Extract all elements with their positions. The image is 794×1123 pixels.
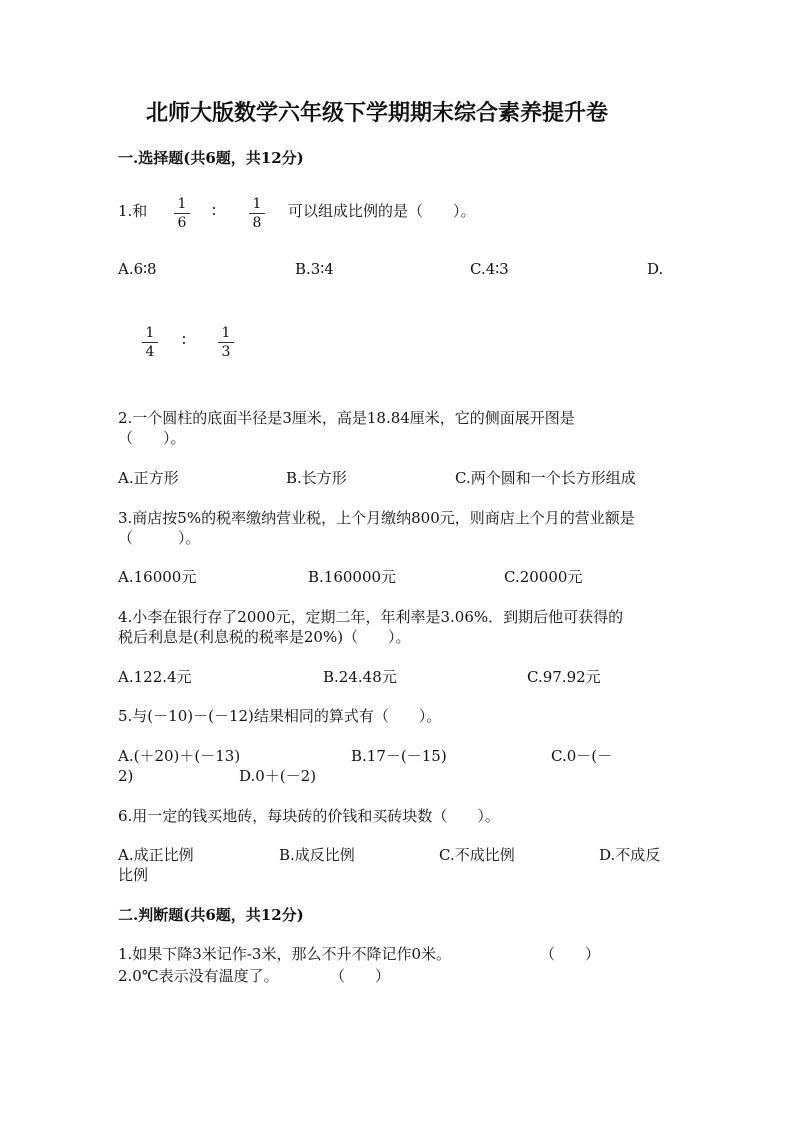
q1-option-c: C.4∶3 — [470, 260, 509, 278]
q1-option-d: D. — [647, 260, 664, 278]
j2-text: 2.0℃表示没有温度了。 — [118, 967, 279, 985]
q1-fraction-1-denominator: 6 — [177, 215, 187, 231]
q1-d-fraction-2-denominator: 3 — [221, 344, 231, 360]
q4-option-a: A.122.4元 — [118, 668, 192, 686]
q2-option-c: C.两个圆和一个长方形组成 — [455, 469, 636, 487]
fraction-bar — [249, 213, 265, 214]
q6-option-a: A.成正比例 — [118, 846, 194, 864]
q6-option-d-continued: 比例 — [118, 866, 149, 884]
q5-text: 5.与(－10)－(－12)结果相同的算式有（ ）。 — [118, 707, 442, 725]
q5-option-c: C.0－(－ — [551, 747, 613, 765]
q3-text-line1: 3.商店按5%的税率缴纳营业税，上个月缴纳800元，则商店上个月的营业额是 — [118, 509, 635, 527]
q6-option-d: D.不成反 — [599, 846, 661, 864]
q1-ratio-colon: ∶ — [212, 202, 216, 220]
q4-option-c: C.97.92元 — [527, 668, 601, 686]
section-heading-judgement: 二.判断题(共6题，共12分) — [118, 906, 304, 924]
j2-answer-paren: （ ） — [330, 967, 391, 985]
q6-option-b: B.成反比例 — [279, 846, 355, 864]
q2-option-a: A.正方形 — [118, 469, 179, 487]
q6-text: 6.用一定的钱买地砖，每块砖的价钱和买砖块数（ ）。 — [118, 807, 500, 825]
q4-text-line2: 税后利息是(利息税的税率是20%)（ ）。 — [118, 628, 411, 646]
q3-option-c: C.20000元 — [504, 568, 583, 586]
q1-question-text: 可以组成比例的是（ ）。 — [288, 202, 476, 220]
q1-option-b: B.3∶4 — [295, 260, 334, 278]
q5-option-b: B.17－(－15) — [351, 747, 447, 765]
q1-option-a: A.6∶8 — [118, 260, 157, 278]
q1-option-d-fraction-1 — [140, 325, 160, 360]
q1-fraction-2-denominator: 8 — [252, 215, 262, 231]
q5-option-a: A.(＋20)＋(－13) — [118, 747, 241, 765]
page-title: 北师大版数学六年级下学期期末综合素养提升卷 — [146, 100, 609, 126]
fraction-bar — [218, 342, 234, 343]
q1-d-fraction-1-numerator: 1 — [145, 325, 155, 341]
q2-text-line1: 2.一个圆柱的底面半径是3厘米，高是18.84厘米，它的侧面展开图是 — [118, 409, 575, 427]
q5-option-c-continued: 2) — [118, 767, 134, 785]
q4-option-b: B.24.48元 — [323, 668, 397, 686]
q3-text-line2: （ ）。 — [118, 529, 201, 547]
q1-fraction-1 — [172, 196, 192, 231]
j1-answer-paren: （ ） — [540, 945, 601, 963]
j1-text: 1.如果下降3米记作-3米，那么不升不降记作0米。 — [118, 945, 452, 963]
q1-fraction-2 — [247, 196, 267, 231]
q2-option-b: B.长方形 — [286, 469, 347, 487]
q1-option-d-colon: ∶ — [182, 331, 186, 349]
q1-option-d-fraction-2 — [216, 325, 236, 360]
fraction-bar — [174, 213, 190, 214]
q3-option-b: B.160000元 — [308, 568, 397, 586]
q4-text-line1: 4.小李在银行存了2000元，定期二年，年利率是3.06%．到期后他可获得的 — [118, 608, 624, 626]
q1-prefix: 1.和 — [118, 202, 148, 220]
fraction-bar — [142, 342, 158, 343]
q5-option-d: D.0＋(－2) — [239, 767, 317, 785]
q6-option-c: C.不成比例 — [439, 846, 515, 864]
q2-text-line2: （ ）。 — [118, 429, 186, 447]
section-heading-choice: 一.选择题(共6题，共12分) — [118, 149, 304, 167]
q1-d-fraction-2-numerator: 1 — [221, 325, 231, 341]
q1-fraction-1-numerator: 1 — [177, 196, 187, 212]
q1-fraction-2-numerator: 1 — [252, 196, 262, 212]
q3-option-a: A.16000元 — [118, 568, 197, 586]
q1-d-fraction-1-denominator: 4 — [145, 344, 155, 360]
